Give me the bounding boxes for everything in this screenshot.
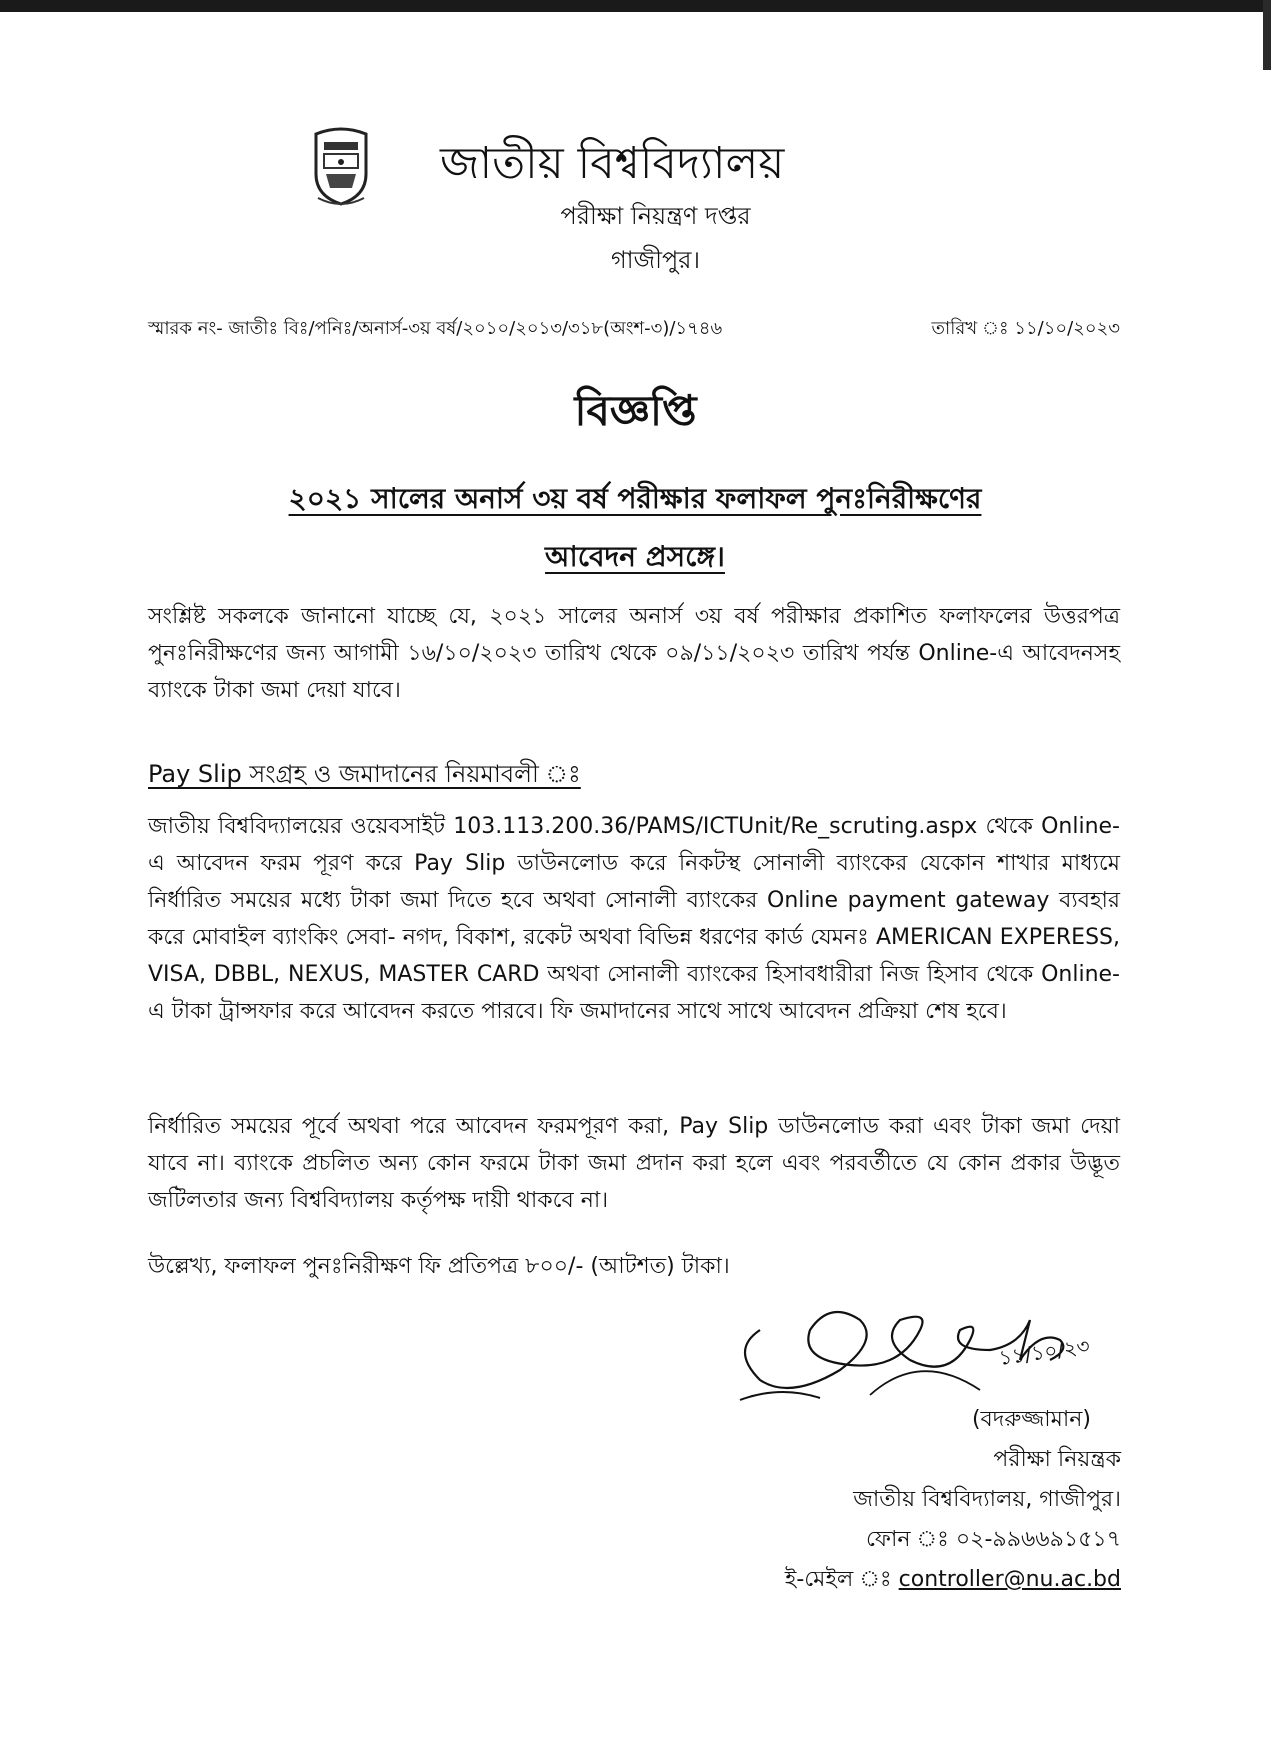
contact-phone: ফোন ঃ ০২-৯৯৬৬৯১৫১৭ xyxy=(865,1527,1121,1552)
signatory-office: জাতীয় বিশ্ববিদ্যালয়, গাজীপুর। xyxy=(853,1487,1121,1512)
email-label: ই-মেইল ঃ xyxy=(784,1567,892,1592)
contact-email-row xyxy=(785,1560,1121,1600)
city-name: গাজীপুর। xyxy=(610,246,701,274)
signatory-designation: পরীক্ষা নিয়ন্ত্রক xyxy=(993,1447,1121,1472)
paragraph-restrictions: নির্ধারিত সময়ের পূর্বে অথবা পরে আবেদন ফরমপূরণ করা, Pay Slip ডাউনলোড করা এবং টাকা জমা দেয়া যাবে না। ব্যাংকে প্রচলিত অন্য কোন ফরমে টাকা জমা প্রদান করা হলে এবং পরবর্তীতে যে কোন প্রকার উদ্ভূত জটিলতার জন্য বিশ্ববিদ্যালয় কর্তৃপক্ষ দায়ী থাকবে না। xyxy=(148,1114,1120,1213)
scan-edge-top xyxy=(0,0,1271,12)
subject-line-2: আবেদন প্রসঙ্গে। xyxy=(545,540,725,573)
rules-heading: Pay Slip সংগ্রহ ও জমাদানের নিয়মাবলী ঃ xyxy=(148,760,581,788)
paragraph-payment-rules: জাতীয় বিশ্ববিদ্যালয়ের ওয়েবসাইট 103.113.200.36/PAMS/ICTUnit/Re_scruting.aspx থেকে Online-এ আবেদন ফরম পূরণ করে Pay Slip ডাউনলোড করে নিকটস্থ সোনালী ব্যাংকের যেকোন শাখার মাধ্যমে নির্ধারিত সময়ের মধ্যে টাকা জমা দিতে হবে অথবা সোনালী ব্যাংকের Online payment gateway ব্যবহার করে মোবাইল ব্যাংকিং সেবা- নগদ, বিকাশ, রকেট অথবা বিভিন্ন ধরণের কার্ড যেমনঃ AMERICAN EXPERESS, VISA, DBBL, NEXUS, MASTER CARD অথবা সোনালী ব্যাংকের হিসাবধারীরা নিজ হিসাব থেকে Online-এ টাকা ট্রান্সফার করে আবেদন করতে পারবে। ফি জমাদানের সাথে সাথে আবেদন প্রক্রিয়া শেষ হবে। xyxy=(148,814,1120,1024)
department-name: পরীক্ষা নিয়ন্ত্রণ দপ্তর xyxy=(560,202,751,230)
scan-edge-right xyxy=(1263,0,1271,70)
signatory-name: (বদরুজ্জামান) xyxy=(971,1407,1091,1432)
signature-block xyxy=(785,1400,1121,1600)
email-link[interactable]: controller@nu.ac.bd xyxy=(898,1567,1121,1592)
handwritten-date: ১১/১০/২৩ xyxy=(997,1333,1092,1370)
university-seal-icon xyxy=(308,124,374,206)
letterhead xyxy=(0,120,1271,290)
university-name: জাতীয় বিশ্ববিদ্যালয় xyxy=(440,138,785,189)
notice-title: বিজ্ঞপ্তি xyxy=(574,386,697,435)
issue-date: তারিখ ঃ ১১/১০/২০২৩ xyxy=(931,318,1120,339)
paragraph-intro: সংশ্লিষ্ট সকলকে জানানো যাচ্ছে যে, ২০২১ সালের অনার্স ৩য় বর্ষ পরীক্ষার প্রকাশিত ফলাফলের উত্তরপত্র পুনঃনিরীক্ষণের জন্য আগামী ১৬/১০/২০২৩ তারিখ থেকে ০৯/১১/২০২৩ তারিখ পর্যন্ত Online-এ আবেদনসহ ব্যাংকে টাকা জমা দেয়া যাবে। xyxy=(148,604,1120,703)
subject-line-1: ২০২১ সালের অনার্স ৩য় বর্ষ পরীক্ষার ফলাফল পুনঃনিরীক্ষণের xyxy=(288,482,982,515)
notice-subject xyxy=(150,470,1120,586)
memo-number: স্মারক নং- জাতীঃ বিঃ/পনিঃ/অনার্স-৩য় বর্ষ/২০১০/২০১৩/৩১৮(অংশ-৩)/১৭৪৬ xyxy=(148,318,723,339)
paragraph-fee: উল্লেখ্য, ফলাফল পুনঃনিরীক্ষণ ফি প্রতিপত্র ৮০০/- (আটশত) টাকা। xyxy=(148,1254,730,1279)
